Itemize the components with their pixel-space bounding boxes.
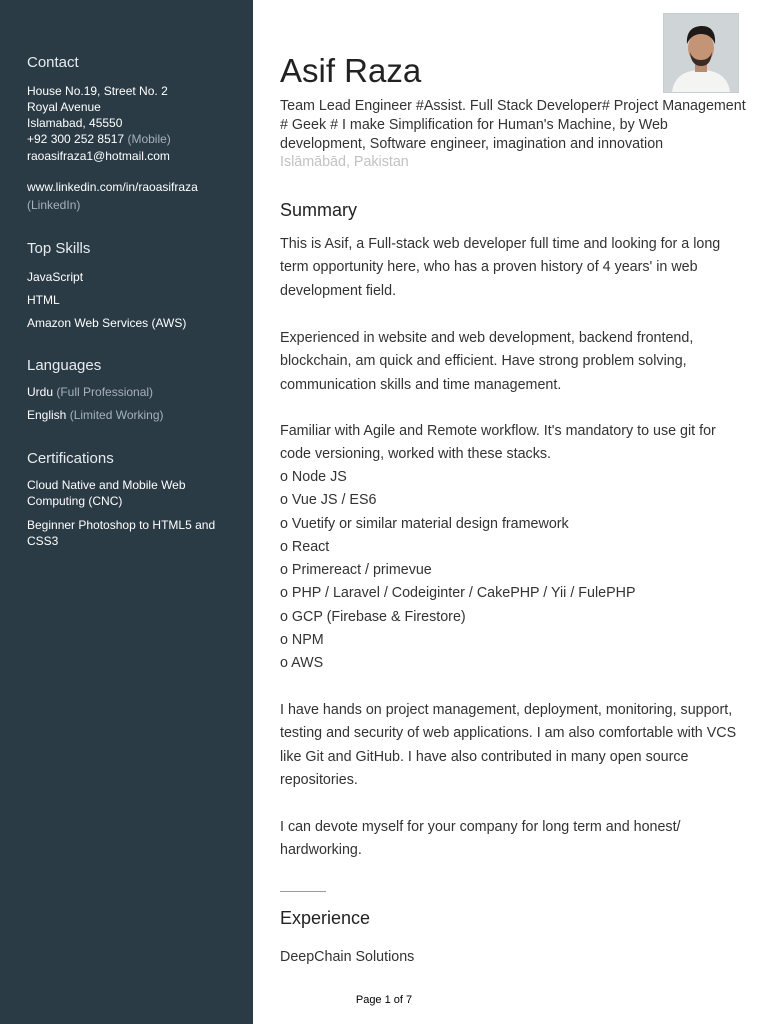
address-line-2: Royal Avenue (27, 100, 101, 114)
avatar-icon (664, 14, 738, 92)
languages-heading: Languages (27, 357, 102, 374)
certification-item: Beginner Photoshop to HTML5 and CSS3 (27, 518, 216, 548)
phone-line (27, 131, 171, 147)
linkedin-link[interactable]: www.linkedin.com/in/raoasifraza (27, 180, 198, 194)
stack-list (280, 466, 750, 676)
language-level: (Full Professional) (56, 385, 154, 399)
sidebar (0, 0, 253, 1024)
profile-photo (663, 13, 739, 93)
stack-item: o Vue JS / ES6 (280, 492, 377, 509)
summary-paragraph: I can devote myself for your company for long term and honest/ hardworking. (280, 819, 681, 859)
summary-paragraph: This is Asif, a Full-stack web developer full time and looking for a long term opportunity here, who has a proven history of 4 years' in web development field. (280, 236, 721, 299)
certification-item: Cloud Native and Mobile Web Computing (CNC) (27, 478, 186, 508)
page-number: Page 1 of 7 (355, 994, 413, 1006)
stack-item: o PHP / Laravel / Codeiginter / CakePHP / Yii / FulePHP (280, 585, 636, 602)
profile-location: Islāmābād, Pakistan (280, 154, 409, 170)
phone-label: (Mobile) (127, 132, 171, 146)
summary-paragraph: I have hands on project management, deployment, monitoring, support, testing and security of web applications. I am also comfortable with VCS like Git and GitHub. I have also contributed in many open source repositories. (280, 702, 737, 788)
address-line-3: Islamabad, 45550 (27, 116, 123, 130)
summary-paragraph: Familiar with Agile and Remote workflow. It's mandatory to use git for code versioning, worked with these stacks. (280, 423, 716, 463)
summary-heading: Summary (280, 200, 358, 220)
summary-paragraph: Experienced in website and web development, backend frontend, blockchain, am quick and efficient. Have strong problem solving, communication skills and time management. (280, 330, 694, 393)
phone-number: +92 300 252 8517 (27, 132, 125, 146)
stack-item: o React (280, 538, 330, 555)
top-skills-heading: Top Skills (27, 240, 91, 257)
skill-item: JavaScript (27, 270, 84, 284)
stack-item: o Primereact / primevue (280, 562, 432, 579)
experience-heading: Experience (280, 908, 371, 928)
stack-item: o GCP (Firebase & Firestore) (280, 608, 466, 625)
language-name: English (27, 408, 67, 422)
contact-heading: Contact (27, 54, 79, 71)
language-item (27, 407, 164, 423)
language-item (27, 384, 153, 400)
email-link[interactable]: raoasifraza1@hotmail.com (27, 149, 170, 163)
certifications-heading: Certifications (27, 450, 114, 467)
language-level: (Limited Working) (69, 408, 164, 422)
address-line-1: House No.19, Street No. 2 (27, 84, 168, 98)
stack-item: o Vuetify or similar material design framework (280, 515, 569, 532)
section-divider (280, 891, 326, 892)
linkedin-label: (LinkedIn) (27, 198, 81, 212)
skill-item: HTML (27, 293, 60, 307)
skill-item: Amazon Web Services (AWS) (27, 316, 187, 330)
profile-name: Asif Raza (280, 52, 422, 89)
stack-item: o AWS (280, 655, 324, 672)
profile-headline: Team Lead Engineer #Assist. Full Stack Developer# Project Management # Geek # I make Simplification for Human's Machine, by Web development, Software engineer, imagination and innovation (280, 98, 746, 152)
stack-item: o Node JS (280, 469, 347, 485)
experience-company: DeepChain Solutions (280, 949, 415, 965)
stack-item: o NPM (280, 632, 324, 649)
language-name: Urdu (27, 385, 54, 399)
